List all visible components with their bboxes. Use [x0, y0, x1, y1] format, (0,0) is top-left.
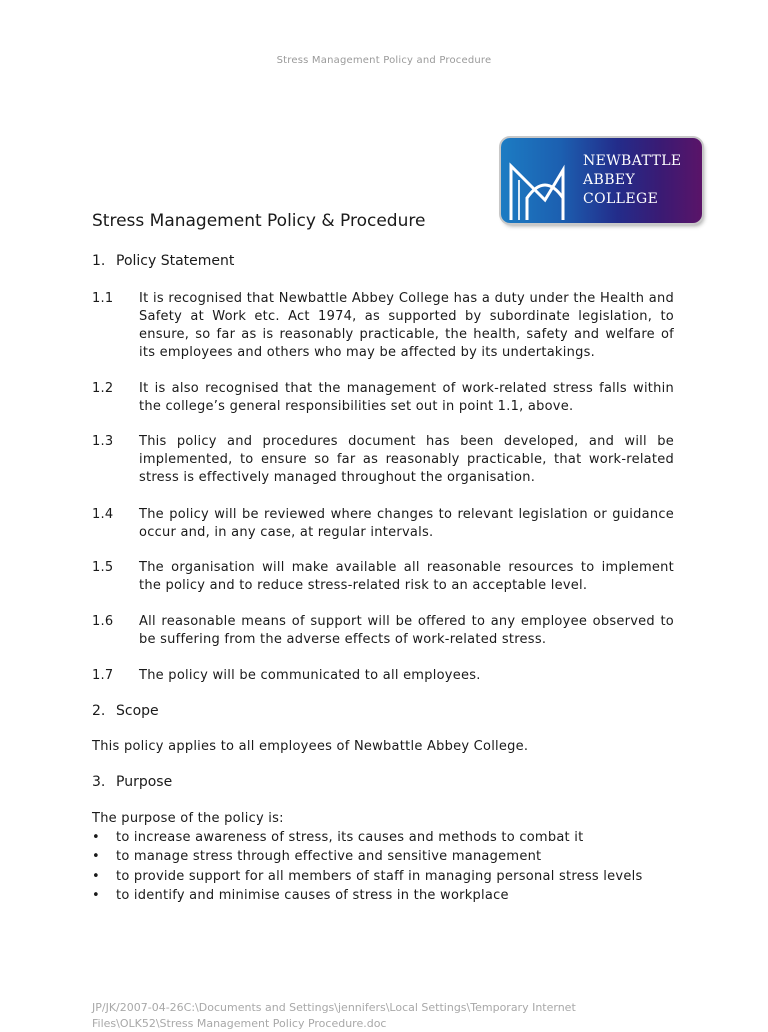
list-item — [92, 886, 643, 905]
section-title: Policy Statement — [116, 253, 235, 269]
logo-line-2: ABBEY — [583, 172, 636, 188]
item-text: This policy and procedures document has been developed, and will be implemented, to ensure so far as reasonably practicable, that work-related stress is effectively managed throughout the organisation. — [139, 434, 674, 485]
policy-item-1-1 — [92, 290, 674, 362]
list-item-text: to manage stress through effective and sensitive management — [116, 849, 542, 865]
list-item-text: to identify and minimise causes of stress in the workplace — [116, 887, 509, 903]
policy-item-1-2 — [92, 380, 674, 416]
section-heading-policy-statement — [92, 253, 234, 269]
logo-wordmark — [583, 152, 682, 209]
section-number: 1. — [92, 253, 106, 269]
purpose-intro: The purpose of the policy is: — [92, 811, 284, 826]
item-text: All reasonable means of support will be offered to any employee observed to be suffering from the adverse effects of work-related stress. — [139, 614, 674, 647]
policy-item-1-5 — [92, 559, 674, 595]
item-text: The policy will be reviewed where changes to relevant legislation or guidance occur and, in any case, at regular intervals. — [139, 507, 674, 540]
item-text: The policy will be communicated to all employees. — [139, 668, 481, 683]
policy-item-1-6 — [92, 613, 674, 649]
bullet-icon: • — [92, 830, 100, 845]
list-item — [92, 867, 643, 886]
policy-item-1-7 — [92, 667, 674, 685]
running-header: Stress Management Policy and Procedure — [276, 55, 492, 66]
item-text: The organisation will make available all reasonable resources to implement the policy and to reduce stress-related risk to an acceptable level. — [139, 560, 674, 593]
section-number: 3. — [92, 774, 106, 790]
item-number: 1.2 — [92, 381, 114, 396]
footer-file-path: JP/JK/2007-04-26C:\Documents and Settings\jennifers\Local Settings\Temporary Internet Files\OLK52\Stress Management Policy Procedure.doc — [92, 1001, 576, 1030]
item-number: 1.3 — [92, 434, 114, 449]
item-number: 1.7 — [92, 668, 114, 683]
item-text: It is recognised that Newbattle Abbey College has a duty under the Health and Safety at Work etc. Act 1974, as supported by subordinate legislation, to ensure, so far as is reasonably practicable, the health, safety and welfare of its employees and others who may be affected by its undertakings. — [139, 291, 674, 360]
logo-line-3: COLLEGE — [583, 191, 659, 207]
purpose-bullet-list — [92, 828, 643, 905]
section-number: 2. — [92, 703, 106, 719]
item-number: 1.5 — [92, 560, 114, 575]
abbey-arch-logo-mark — [505, 148, 581, 220]
item-number: 1.4 — [92, 507, 114, 522]
scope-text: This policy applies to all employees of Newbattle Abbey College. — [92, 739, 529, 754]
policy-item-1-4 — [92, 506, 674, 542]
policy-item-1-3 — [92, 433, 674, 487]
list-item-text: to provide support for all members of staff in managing personal stress levels — [116, 868, 643, 884]
list-item-text: to increase awareness of stress, its causes and methods to combat it — [116, 830, 584, 845]
item-number: 1.1 — [92, 291, 114, 306]
section-heading-scope — [92, 703, 159, 719]
section-title: Purpose — [116, 774, 173, 790]
item-text: It is also recognised that the management of work-related stress falls within the college’s general responsibilities set out in point 1.1, above. — [139, 381, 674, 414]
list-item — [92, 847, 643, 866]
list-item — [92, 828, 643, 847]
bullet-icon: • — [92, 849, 100, 865]
bullet-icon: • — [92, 887, 100, 903]
section-heading-purpose — [92, 774, 172, 790]
section-title: Scope — [116, 703, 159, 719]
college-logo — [501, 138, 702, 223]
logo-line-1: NEWBATTLE — [583, 153, 682, 169]
document-title: Stress Management Policy & Procedure — [92, 211, 426, 231]
item-number: 1.6 — [92, 614, 114, 629]
bullet-icon: • — [92, 868, 100, 884]
